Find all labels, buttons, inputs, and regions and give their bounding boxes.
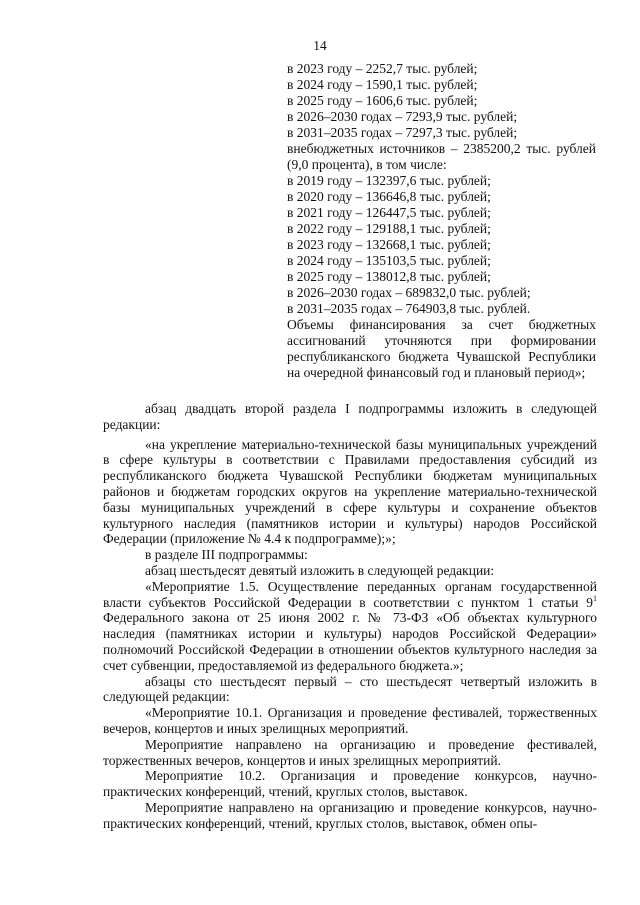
funding-year-line: в 2021 году – 126447,5 тыс. рублей; (287, 205, 491, 220)
paragraph-part: «Мероприятие 1.5. Осуществление переданных органам государственной власти субъектов Российской Федерации в соответствии с пунктом 1 статьи 9 (103, 578, 597, 610)
funding-year-line: в 2031–2035 годах – 764903,8 тыс. рублей. (287, 301, 531, 316)
funding-line: в 2024 году – 1590,1 тыс. рублей; (287, 77, 478, 92)
superscript: 1 (593, 593, 597, 603)
paragraph: абзацы сто шестьдесят первый – сто шестьдесят четвертый изложить в следующей редакции: (103, 673, 597, 705)
paragraph: «на укрепление материально-технической базы муниципальных учреждений в сфере культуры в соответствии с Правилами предоставления субсидий из республиканского бюджета Чувашской Республики бюджетам муниципальных районов и бюджетам городских округов на укрепление материально-технической базы муниципальных учреждений в сфере культуры и сохранение объектов культурного наследия (памятников истории и культуры) народов Российской Федерации (приложение № 4.4 к подпрограмме);»; (103, 436, 597, 547)
funding-line: в 2023 году – 2252,7 тыс. рублей; (287, 61, 478, 76)
funding-year-line: в 2024 году – 135103,5 тыс. рублей; (287, 253, 491, 268)
paragraph: Мероприятие 10.2. Организация и проведение конкурсов, научно-практических конференций, чтений, круглых столов, выставок. (103, 768, 597, 800)
funding-year-line: в 2019 году – 132397,6 тыс. рублей; (287, 173, 491, 188)
paragraph: Мероприятие направлено на организацию и проведение фестивалей, торжественных вечеров, концертов и иных зрелищных мероприятий. (103, 736, 597, 768)
paragraph: абзац шестьдесят девятый изложить в следующей редакции: (145, 562, 495, 578)
funding-line: в 2025 году – 1606,6 тыс. рублей; (287, 93, 478, 108)
paragraph (103, 579, 597, 674)
paragraph: Мероприятие направлено на организацию и проведение конкурсов, научно-практических конференций, чтений, круглых столов, выставок, обмен опы- (103, 799, 597, 831)
funding-year-line: в 2020 году – 136646,8 тыс. рублей; (287, 189, 491, 204)
funding-year-line: в 2026–2030 годах – 689832,0 тыс. рублей; (287, 285, 531, 300)
funding-column (287, 61, 596, 381)
funding-year-line: в 2022 году – 129188,1 тыс. рублей; (287, 221, 491, 236)
funding-line: в 2026–2030 годах – 7293,9 тыс. рублей; (287, 109, 518, 124)
document-body (103, 401, 597, 832)
funding-year-line: в 2025 году – 138012,8 тыс. рублей; (287, 269, 491, 284)
paragraph: «Мероприятие 10.1. Организация и проведение фестивалей, торжественных вечеров, концертов и иных зрелищных мероприятий. (103, 705, 597, 736)
paragraph: в разделе III подпрограммы: (145, 547, 308, 563)
funding-line: в 2031–2035 годах – 7297,3 тыс. рублей; (287, 125, 518, 140)
paragraph-part: Федерального закона от 25 июня 2002 г. № 73-ФЗ «Об объектах культурного наследия (памятниках истории и культуры) народов Российской Федерации» полномочий Российской Федерации в отношении объектов культурного наследия за счет субвенции, предоставляемой из федерального бюджета.»; (103, 610, 597, 673)
paragraph: абзац двадцать второй раздела I подпрограммы изложить в следующей редакции: (103, 401, 597, 432)
page-number: 14 (313, 38, 327, 53)
funding-closing: Объемы финансирования за счет бюджетных ассигнований уточняются при формировании республиканского бюджета Чувашской Республики на очередной финансовый год и плановый период»; (287, 317, 596, 380)
funding-year-line: в 2023 году – 132668,1 тыс. рублей; (287, 237, 491, 252)
extrabudget-line: внебюджетных источников – 2385200,2 тыс. рублей (9,0 процента), в том числе: (287, 141, 596, 172)
